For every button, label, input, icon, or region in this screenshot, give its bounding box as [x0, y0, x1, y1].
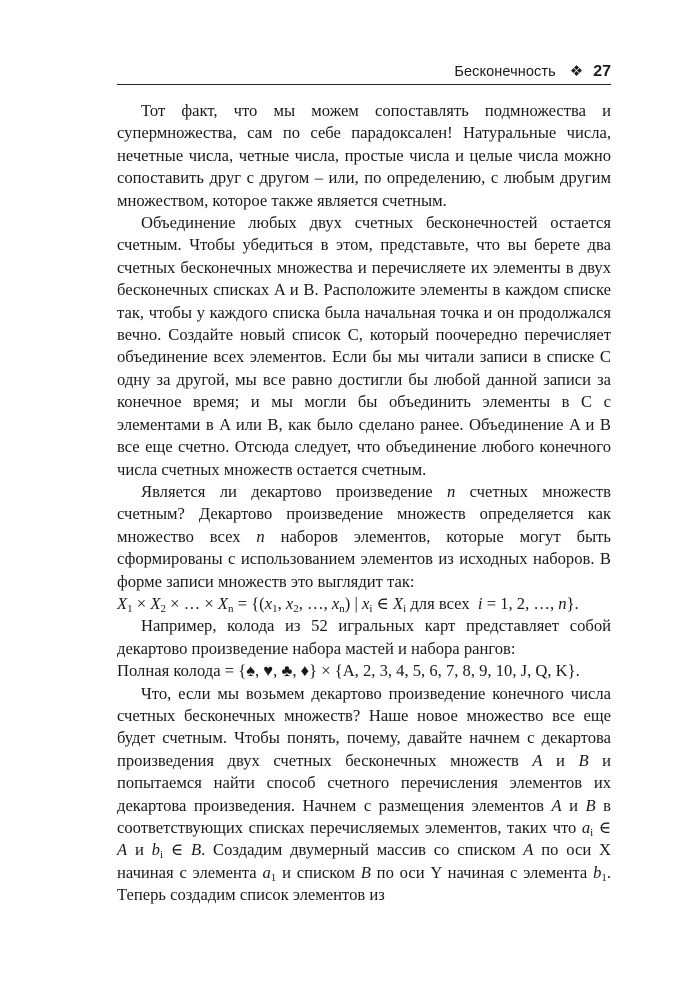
paragraph-5: Что, если мы возьмем декартово произведение конечного числа счетных бесконечных множеств? Наше новое множество все еще будет счетным. Чтобы понять, почему, давайте начнем с декартова произведения двух счетных бесконечных множеств A и B и попытаемся найти способ счетного перечисления элементов их декартова произведения. Начнем с размещения элементов A и B в соответствующих списках перечисляемых элементов, таких что $a_i$ ∈ A и $b_i$ ∈ B. Создадим двумерный массив со списком A по оси X начиная с элемента $a_1$ и списком B по оси Y начиная с элемента $b_1$. Теперь создадим список элементов из — [117, 683, 612, 905]
paragraph-4: Например, колода из 52 игральных карт представляет собой декартово произведение набора мастей и набора рангов: — [117, 616, 611, 658]
paragraph-2: Объединение любых двух счетных бесконечностей остается счетным. Чтобы убедиться в этом, представьте, что вы берете два счетных бесконечных множества и перечисляете их элементы в двух бесконечных списках A и B. Расположите элементы в каждом списке так, чтобы у каждого списка была начальная точка и он продолжался вечно. Создайте новый список C, который поочередно перечисляет объединение всех элементов. Если бы мы читали записи в списке C одну за другой, мы все равно достигли бы любой данной записи за конечное время; и мы могли бы объединить элементы в C с элементами в A или B, как было сделано ранее. Объединение A и B все еще счетно. Отсюда следует, что объединение любого конечного числа счетных множеств остается счетным. — [117, 213, 611, 479]
paragraph-1: Тот факт, что мы можем сопоставлять подмножества и супермножества, сам по себе парадоксален! Натуральные числа, нечетные числа, четные числа, простые числа и целые числа можно сопоставить друг с другом – или, по определению, с любым другим множеством, которое также является счетным. — [117, 101, 611, 210]
body-text — [117, 100, 611, 907]
cartesian-product-formula: $X_1 \times X_2$ × … × $X_n = \{(x_1$, $x_2$, …, $x_n$) | $x_i$ ∈ $X_i$ для всех i = 1, 2, …, n}. — [117, 593, 579, 615]
chapter-title: Бесконечность — [454, 64, 556, 80]
running-header — [117, 58, 611, 85]
header-right — [454, 62, 611, 81]
paragraph-3: Является ли декартово произведение n счетных множеств счетным? Декартово произведение множеств определяется как множество всех n наборов элементов, которые могут быть сформированы с использованием элементов из исходных наборов. В форме записи множеств это выглядит так: — [117, 481, 611, 591]
ornament-icon: ❖ — [569, 63, 584, 80]
page-number: 27 — [593, 63, 611, 80]
card-deck-formula: Полная колода = {♠, ♥, ♣, ♦} × {A, 2, 3, 4, 5, 6, 7, 8, 9, 10, J, Q, K}. — [117, 661, 580, 681]
